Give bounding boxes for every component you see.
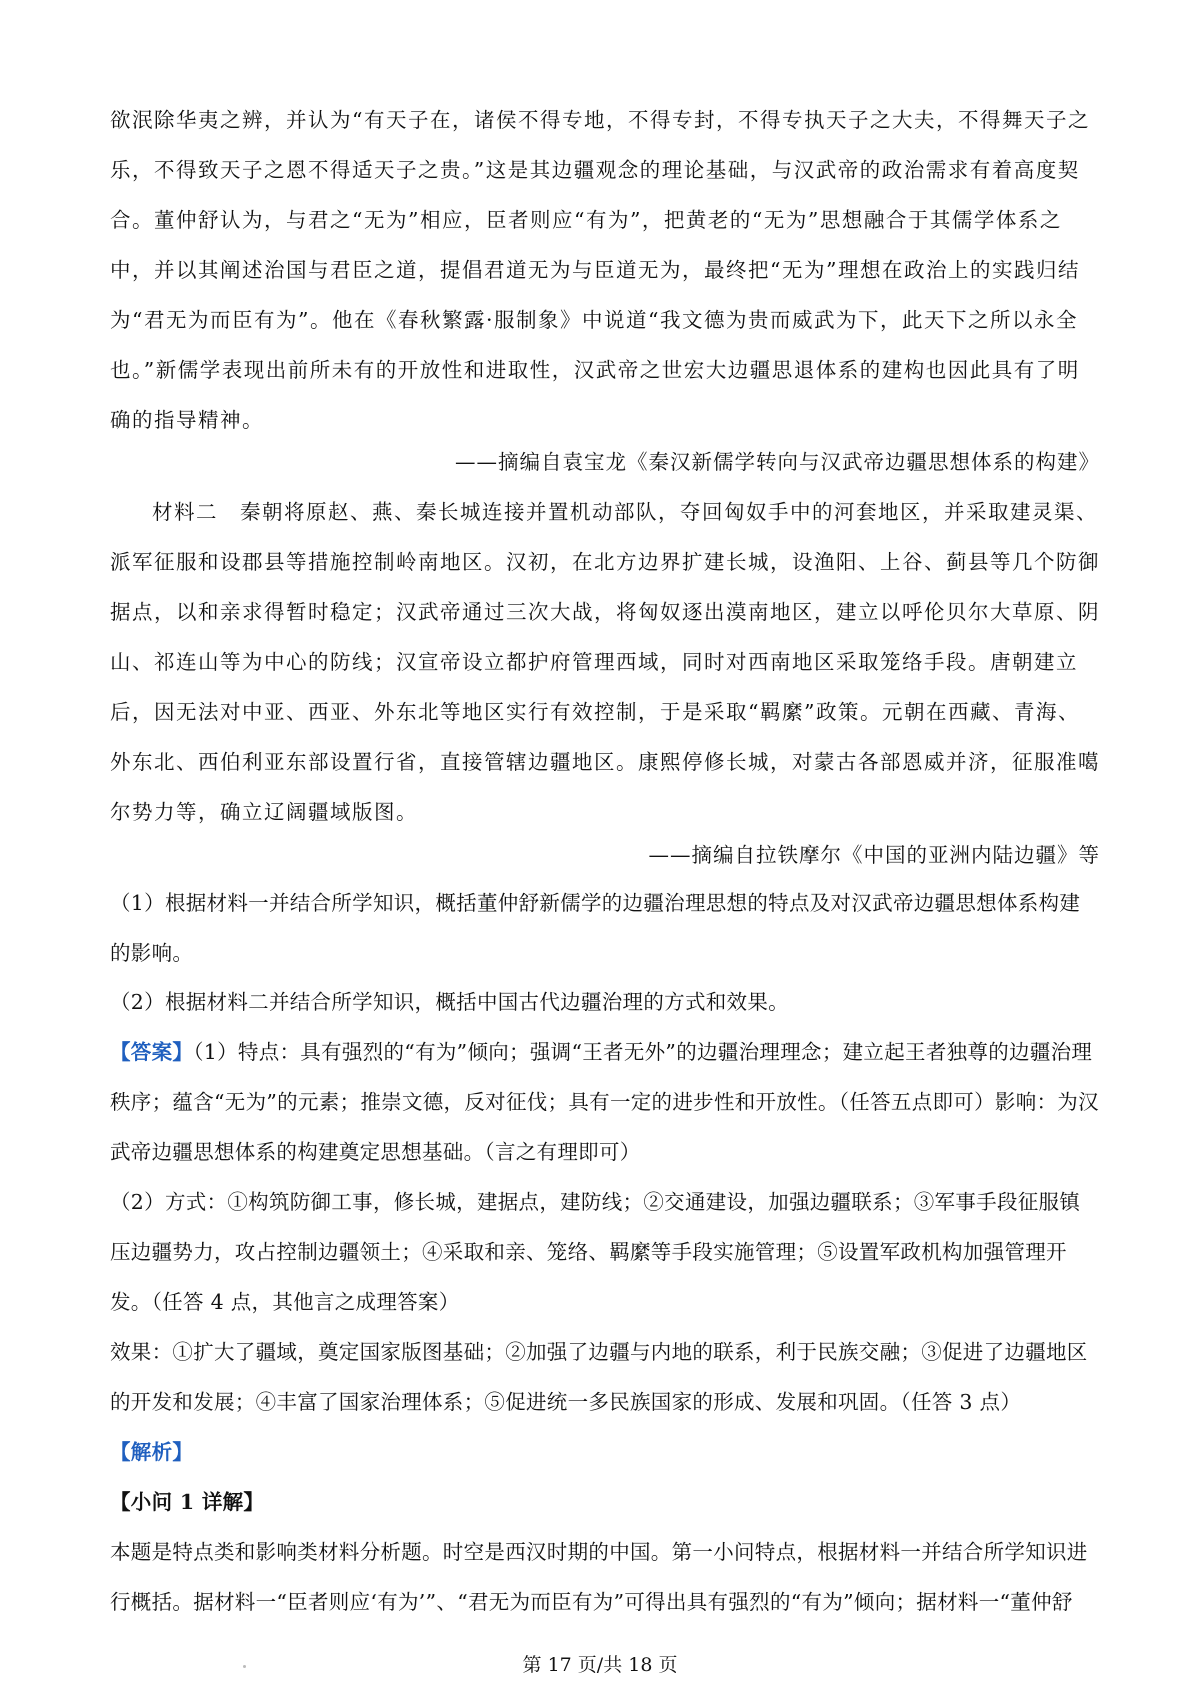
- analysis-body: 本题是特点类和影响类材料分析题。时空是西汉时期的中国。第一小问特点，根据材料一并结合所学知识进行概括。据材料一“臣者则应‘有为’”、“君无为而臣有为”可得出具有强烈的“有为”倾向；据材料一“董仲舒: [110, 1540, 1088, 1614]
- answer-tag: 【答案】: [110, 1040, 194, 1064]
- answer-part-one-text: （1）特点：具有强烈的“有为”倾向；强调“王者无外”的边疆治理理念；建立起王者独尊的边疆治理秩序；蕴含“无为”的元素；推崇文德，反对征伐；具有一定的进步性和开放性。（任答五点即可）影响：为汉武帝边疆思想体系的构建奠定思想基础。（言之有理即可）: [110, 1040, 1099, 1164]
- analysis-heading: [110, 1427, 1100, 1477]
- answer-effect: 效果：①扩大了疆域，奠定国家版图基础；②加强了边疆与内地的联系，利于民族交融；③促进了边疆地区的开发和发展；④丰富了国家治理体系；⑤促进统一多民族国家的形成、发展和巩固。（任答 3 点）: [110, 1340, 1088, 1414]
- material-two-paragraph: 材料二 秦朝将原赵、燕、秦长城连接并置机动部队，夺回匈奴手中的河套地区，并采取建灵渠、派军征服和设郡县等措施控制岭南地区。汉初，在北方边界扩建长城，设渔阳、上谷、蓟县等几个防御据点，以和亲求得暂时稳定；汉武帝通过三次大战，将匈奴逐出漠南地区，建立以呼伦贝尔大草原、阴山、祁连山等为中心的防线；汉宣帝设立都护府管理西域，同时对西南地区采取笼络手段。唐朝建立后，因无法对中亚、西亚、外东北等地区实行有效控制，于是采取“羁縻”政策。元朝在西藏、青海、外东北、西伯利亚东部设置行省，直接管辖边疆地区。康熙停修长城，对蒙古各部恩威并济，征服准噶尔势力等，确立辽阔疆域版图。: [110, 500, 1100, 824]
- analysis-tag: 【解析】: [110, 1440, 194, 1464]
- answer-part-one: [110, 1027, 1100, 1177]
- page-number-footer: 第 17 页/共 18 页: [522, 1654, 678, 1676]
- material-two-source: ——摘编自拉铁摩尔《中国的亚洲内陆边疆》等: [648, 843, 1100, 867]
- answer-part-two: （2）方式：①构筑防御工事，修长城，建据点，建防线；②交通建设，加强边疆联系；③军事手段征服镇压边疆势力，攻占控制边疆领土；④采取和亲、笼络、羁縻等手段实施管理；⑤设置军政机构加强管理开发。（任答 4 点，其他言之成理答案）: [110, 1190, 1081, 1314]
- material-one-paragraph: 欲泯除华夷之辨，并认为“有天子在，诸侯不得专地，不得专封，不得专执天子之大夫，不得舞天子之乐，不得致天子之恩不得适天子之贵。”这是其边疆观念的理论基础，与汉武帝的政治需求有着高度契合。董仲舒认为，与君之“无为”相应，臣者则应“有为”，把黄老的“无为”思想融合于其儒学体系之中，并以其阐述治国与君臣之道，提倡君道无为与臣道无为，最终把“无为”理想在政治上的实践归结为“君无为而臣有为”。他在《春秋繁露·服制象》中说道“我文德为贵而威武为下，此天下之所以永全也。”新儒学表现出前所未有的开放性和进取性，汉武帝之世宏大边疆思退体系的建构也因此具有了明确的指导精神。: [110, 108, 1090, 432]
- question-two: （2）根据材料二并结合所学知识，概括中国古代边疆治理的方式和效果。: [110, 990, 789, 1014]
- material-one-source: ——摘编自袁宝龙《秦汉新儒学转向与汉武帝边疆思想体系的构建》: [455, 450, 1100, 474]
- question-one: （1）根据材料一并结合所学知识，概括董仲舒新儒学的边疆治理思想的特点及对汉武帝边疆思想体系构建的影响。: [110, 891, 1081, 965]
- sub-question-heading: 【小问 1 详解】: [110, 1490, 265, 1514]
